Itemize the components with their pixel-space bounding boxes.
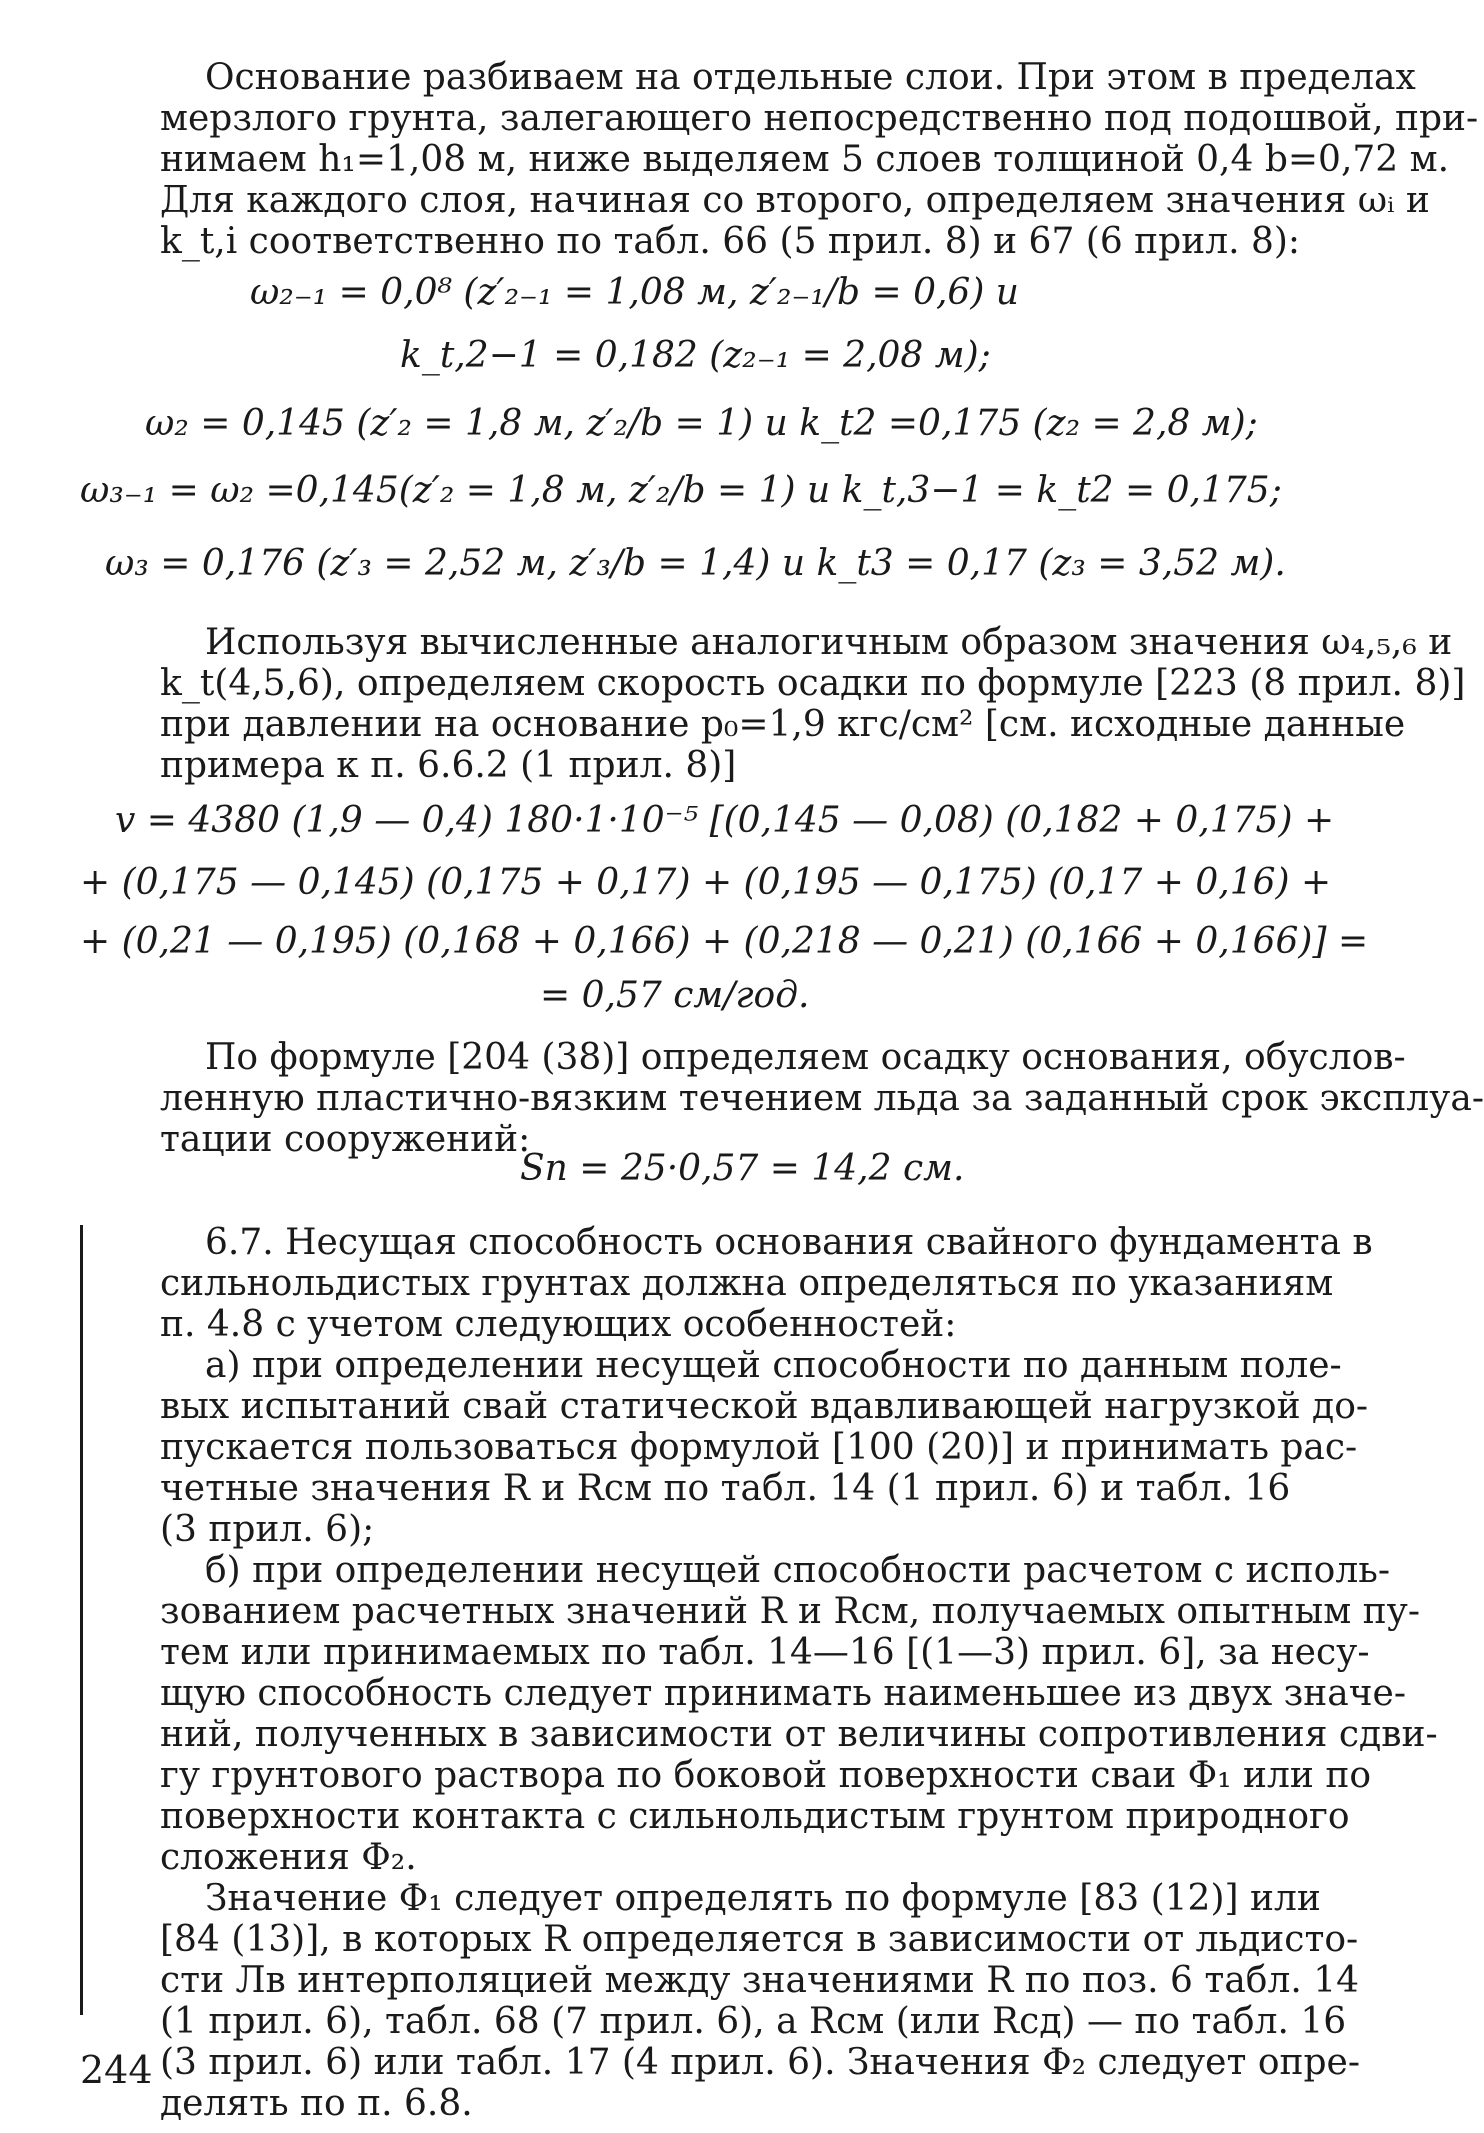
- formula-v-result: = 0,57 см/год.: [540, 975, 810, 1016]
- text-line: 6.7. Несущая способность основания свайного фундамента в: [205, 1222, 1373, 1263]
- text-line: (3 прил. 6);: [160, 1509, 375, 1550]
- text-line: сложения Φ₂.: [160, 1837, 417, 1878]
- text-line: ний, полученных в зависимости от величины сопротивления сдви-: [160, 1714, 1438, 1755]
- text-line: делять по п. 6.8.: [160, 2083, 473, 2124]
- text-line: поверхности контакта с сильнольдистым грунтом природного: [160, 1796, 1350, 1837]
- text-line: Основание разбиваем на отдельные слои. При этом в пределах: [205, 57, 1416, 98]
- text-line: Используя вычисленные аналогичным образом значения ω₄,₅,₆ и: [205, 622, 1453, 663]
- text-line: мерзлого грунта, залегающего непосредственно под подошвой, при-: [160, 98, 1479, 139]
- formula-kt-2-1: k_t,2−1 = 0,182 (z₂₋₁ = 2,08 м);: [400, 335, 991, 376]
- text-line: Для каждого слоя, начиная со второго, определяем значения ωᵢ и: [160, 180, 1430, 221]
- text-line: примера к п. 6.6.2 (1 прил. 8)]: [160, 745, 737, 786]
- text-line: тации сооружений:: [160, 1119, 531, 1160]
- text-line: а) при определении несущей способности по данным поле-: [205, 1345, 1342, 1386]
- section-6-7: [160, 1222, 1438, 2124]
- text-line: сильнольдистых грунтах должна определяться по указаниям: [160, 1263, 1334, 1304]
- text-line: зованием расчетных значений R и Rсм, получаемых опытным пу-: [160, 1591, 1420, 1632]
- text-line: Значение Φ₁ следует определять по формуле [83 (12)] или: [205, 1878, 1321, 1919]
- formula-omega-2: ω₂ = 0,145 (z′₂ = 1,8 м, z′₂/b = 1) и k_t2 =0,175 (z₂ = 2,8 м);: [145, 403, 1258, 444]
- page-number: 244: [80, 2048, 153, 2092]
- text-line: вых испытаний свай статической вдавливающей нагрузкой до-: [160, 1386, 1369, 1427]
- formula-v-line-3: + (0,21 — 0,195) (0,168 + 0,166) + (0,218 — 0,21) (0,166 + 0,166)] =: [80, 921, 1369, 962]
- intro-paragraph: [160, 57, 1479, 262]
- text-line: k_t(4,5,6), определяем скорость осадки по формуле [223 (8 прил. 8)]: [160, 663, 1466, 704]
- text-line: По формуле [204 (38)] определяем осадку основания, обуслов-: [205, 1037, 1406, 1078]
- text-line: четные значения R и Rсм по табл. 14 (1 прил. 6) и табл. 16: [160, 1468, 1291, 1509]
- margin-rule: [80, 1225, 83, 2015]
- text-line: при давлении на основание p₀=1,9 кгс/см² [см. исходные данные: [160, 704, 1406, 745]
- text-line: нимаем h₁=1,08 м, ниже выделяем 5 слоев толщиной 0,4 b=0,72 м.: [160, 139, 1450, 180]
- formula-v-line-1: v = 4380 (1,9 — 0,4) 180·1·10⁻⁵ [(0,145 — 0,08) (0,182 + 0,175) +: [115, 800, 1335, 841]
- text-line: сти Лв интерполяцией между значениями R по поз. 6 табл. 14: [160, 1960, 1360, 2001]
- text-line: (3 прил. 6) или табл. 17 (4 прил. 6). Значения Φ₂ следует опре-: [160, 2042, 1361, 2083]
- text-line: п. 4.8 с учетом следующих особенностей:: [160, 1304, 957, 1345]
- paragraph-settlement: [160, 1037, 1484, 1160]
- formula-omega-3: ω₃ = 0,176 (z′₃ = 2,52 м, z′₃/b = 1,4) и k_t3 = 0,17 (z₃ = 3,52 м).: [105, 543, 1286, 584]
- text-line: ленную пластично-вязким течением льда за заданный срок эксплуа-: [160, 1078, 1484, 1119]
- formula-omega-3-1: ω₃₋₁ = ω₂ =0,145(z′₂ = 1,8 м, z′₂/b = 1) и k_t,3−1 = k_t2 = 0,175;: [80, 470, 1282, 511]
- text-line: (1 прил. 6), табл. 68 (7 прил. 6), а Rсм (или Rсд) — по табл. 16: [160, 2001, 1347, 2042]
- text-line: k_t,i соответственно по табл. 66 (5 прил. 8) и 67 (6 прил. 8):: [160, 221, 1301, 262]
- text-line: пускается пользоваться формулой [100 (20)] и принимать рас-: [160, 1427, 1358, 1468]
- formula-s: Sп = 25·0,57 = 14,2 см.: [520, 1148, 965, 1189]
- text-line: [84 (13)], в которых R определяется в зависимости от льдисто-: [160, 1919, 1359, 1960]
- formula-omega-2-1: ω₂₋₁ = 0,0⁸ (z′₂₋₁ = 1,08 м, z′₂₋₁/b = 0,6) и: [250, 272, 1019, 313]
- text-line: тем или принимаемых по табл. 14—16 [(1—3) прил. 6], за несу-: [160, 1632, 1370, 1673]
- text-line: гу грунтового раствора по боковой поверхности сваи Φ₁ или по: [160, 1755, 1372, 1796]
- paragraph-settlement-rate: [160, 622, 1466, 786]
- text-line: щую способность следует принимать наименьшее из двух значе-: [160, 1673, 1407, 1714]
- text-line: б) при определении несущей способности расчетом с исполь-: [205, 1550, 1390, 1591]
- formula-v-line-2: + (0,175 — 0,145) (0,175 + 0,17) + (0,195 — 0,175) (0,17 + 0,16) +: [80, 862, 1332, 903]
